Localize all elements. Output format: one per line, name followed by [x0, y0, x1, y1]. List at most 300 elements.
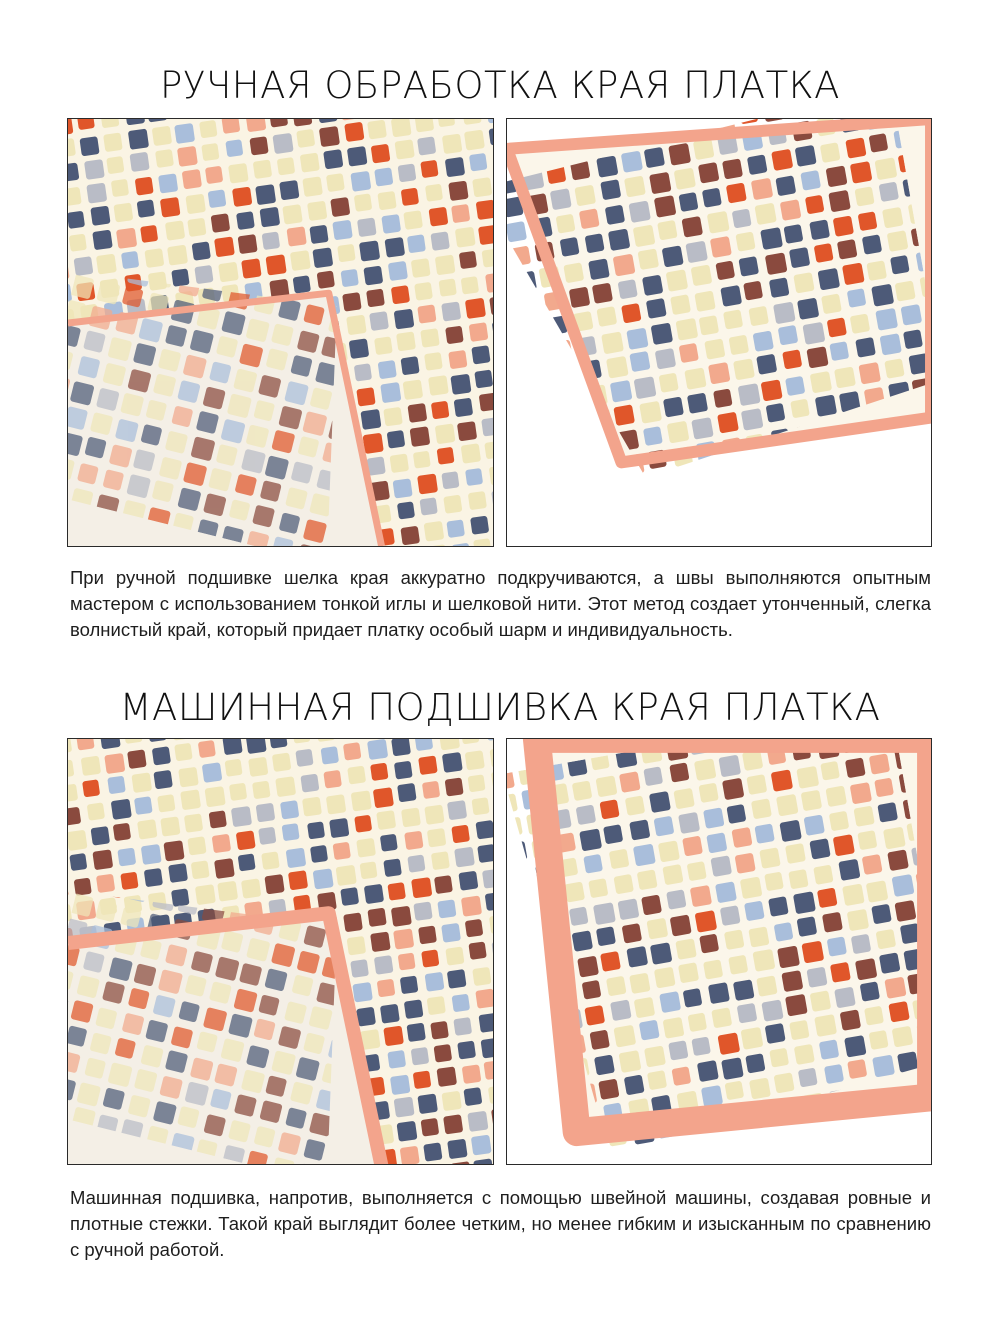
mosaic-tile [699, 934, 719, 954]
mosaic-tile [380, 382, 401, 403]
mosaic-tile [214, 236, 235, 257]
mosaic-tile [697, 1060, 719, 1082]
mosaic-tile [336, 865, 357, 886]
mosaic-tile [637, 248, 659, 270]
mosaic-tile [321, 746, 340, 765]
mosaic-tile [421, 949, 439, 967]
mosaic-tile [678, 192, 698, 212]
mosaic-tile [69, 234, 87, 252]
mosaic-tile [461, 443, 481, 463]
mosaic-tile [423, 1142, 442, 1161]
mosaic-tile [600, 179, 621, 200]
mosaic-tile [113, 823, 131, 841]
mosaic-tile [726, 182, 747, 203]
mosaic-tile [718, 755, 741, 778]
mosaic-tile [810, 371, 832, 393]
mosaic-tile [726, 804, 746, 824]
mosaic-tile [421, 1118, 440, 1137]
mosaic-tile [68, 830, 88, 851]
mosaic-tile [802, 322, 825, 345]
mosaic-tile [748, 926, 769, 947]
mosaic-tile [383, 858, 402, 877]
mosaic-tile [302, 797, 322, 817]
mosaic-tile [890, 255, 910, 275]
mosaic-tile [862, 854, 883, 875]
mosaic-tile [317, 270, 335, 288]
mosaic-tile [782, 349, 802, 369]
mosaic-tile [649, 172, 672, 195]
mosaic-tile [360, 861, 378, 879]
mosaic-tile [211, 213, 231, 233]
mosaic-tile [662, 864, 683, 885]
mosaic-tile [280, 800, 299, 819]
mosaic-tile [637, 869, 658, 890]
mosaic-tile [438, 278, 456, 296]
mosaic-tile [708, 982, 730, 1004]
mosaic-tile [842, 883, 865, 906]
mosaic-tile [756, 354, 777, 375]
mosaic-tile [869, 1030, 889, 1050]
mosaic-tile [319, 126, 340, 147]
mosaic-tile [668, 1040, 688, 1060]
mosaic-tile [302, 176, 323, 197]
mosaic-tile [765, 252, 788, 275]
mosaic-tile [735, 231, 755, 251]
mosaic-tile [550, 188, 572, 210]
mosaic-tile [201, 143, 219, 161]
mosaic-tile [117, 848, 136, 867]
mosaic-tile [851, 934, 872, 955]
mosaic-tile [472, 177, 492, 197]
mosaic-tile [356, 387, 375, 406]
mosaic-tile [160, 816, 180, 836]
mosaic-tile [403, 210, 423, 230]
mosaic-tile [703, 807, 724, 829]
mosaic-tile [113, 203, 133, 223]
mosaic-tile [731, 827, 752, 848]
mosaic-tile [198, 740, 216, 758]
photo-hand-hem-corner [506, 118, 932, 547]
mosaic-tile [443, 1114, 463, 1134]
mosaic-tile [814, 243, 834, 263]
mosaic-tile [167, 245, 188, 266]
mosaic-tile [128, 129, 149, 150]
mosaic-tile [152, 126, 172, 146]
mosaic-tile [589, 1030, 610, 1051]
mosaic-tile [619, 771, 641, 793]
mosaic-tile [668, 143, 691, 166]
mosaic-tile [748, 306, 769, 327]
mosaic-tile [391, 119, 412, 137]
mosaic-tile [903, 329, 923, 349]
mosaic-tile [737, 1003, 758, 1024]
mosaic-tile [598, 1079, 619, 1100]
mosaic-tile [205, 166, 223, 184]
mosaic-tile [168, 863, 188, 883]
mosaic-tile [751, 178, 773, 200]
mosaic-tile [262, 231, 281, 250]
mosaic-tile [761, 999, 783, 1021]
mosaic-tile [844, 1035, 867, 1058]
mosaic-tile [394, 309, 415, 330]
mosaic-tile [74, 878, 92, 896]
mosaic-tile [450, 374, 471, 395]
mosaic-tile [393, 478, 413, 498]
mosaic-tile [383, 1026, 404, 1047]
mosaic-tile [82, 779, 100, 797]
mosaic-tile [420, 328, 440, 348]
mosaic-tile [163, 840, 184, 861]
machine-hem-description: Машинная подшивка, напротив, выполняется с помощью швейной машины, создавая ровные и плотные стежки. Такой край выглядит более четким, но менее гибким и изысканным по сравнению с ручной работой. [70, 1187, 931, 1260]
section-title-hand-hem: РУЧНАЯ ОБРАБОТКА КРАЯ ПЛАТКА [160, 64, 840, 107]
mosaic-tile [68, 187, 82, 206]
mosaic-tile [275, 776, 296, 797]
mosaic-tile [479, 393, 493, 412]
mosaic-tile [359, 240, 380, 261]
mosaic-tile [617, 898, 639, 920]
mosaic-tile [404, 831, 423, 850]
mosaic-tile [853, 806, 874, 827]
mosaic-tile [662, 245, 684, 267]
mosaic-tile [574, 185, 596, 207]
mosaic-tile [783, 224, 803, 244]
mosaic-tile [367, 908, 386, 927]
mosaic-tile [272, 133, 293, 154]
mosaic-tile [374, 336, 393, 355]
mosaic-tile [185, 194, 206, 215]
mosaic-tile [79, 136, 99, 156]
mosaic-tile [693, 138, 715, 160]
mosaic-tile [671, 1066, 691, 1086]
mosaic-tile [370, 932, 391, 953]
mosaic-tile [892, 1026, 914, 1048]
mosaic-tile [667, 421, 690, 444]
mosaic-tile [389, 453, 409, 473]
mosaic-tile [743, 281, 763, 301]
mosaic-tile [800, 170, 821, 191]
mosaic-tile [879, 952, 901, 974]
mosaic-tile [380, 834, 398, 852]
mosaic-tile [360, 409, 381, 430]
mosaic-tile [407, 234, 426, 253]
mosaic-tile [356, 838, 376, 858]
mosaic-tile [806, 346, 828, 368]
mosaic-tile [629, 351, 650, 372]
mosaic-tile [720, 285, 742, 307]
mosaic-tile [209, 810, 227, 828]
mosaic-tile [603, 824, 623, 844]
mosaic-tile [713, 389, 733, 409]
mosaic-tile [579, 828, 602, 851]
mosaic-tile [171, 268, 189, 286]
mosaic-tile [655, 348, 677, 370]
mosaic-tile [785, 994, 808, 1017]
mosaic-tile [92, 230, 113, 251]
mosaic-tile [644, 147, 665, 168]
mosaic-tile [437, 447, 455, 465]
mosaic-tile [261, 851, 280, 870]
mosaic-tile [862, 234, 882, 254]
mosaic-tile [651, 323, 674, 346]
mosaic-tile [241, 878, 261, 898]
mosaic-tile [403, 379, 424, 400]
mosaic-tile [765, 1023, 786, 1044]
mosaic-tile [780, 199, 802, 221]
mosaic-tile [646, 298, 667, 319]
mosaic-tile [740, 877, 763, 900]
mosaic-tile [258, 827, 276, 845]
mosaic-tile [174, 123, 195, 144]
mosaic-tile [621, 151, 643, 173]
mosaic-tile [827, 936, 847, 956]
mosaic-tile [92, 849, 113, 870]
mosaic-tile [577, 956, 599, 978]
mosaic-tile [180, 789, 201, 810]
mosaic-tile [654, 967, 676, 989]
mosaic-tile [447, 969, 467, 989]
mosaic-tile [858, 211, 878, 231]
mosaic-tile [724, 1081, 744, 1101]
mosaic-tile [723, 309, 743, 329]
mosaic-tile [793, 272, 814, 293]
mosaic-tile [411, 258, 431, 278]
mosaic-tile [212, 834, 232, 854]
mosaic-tile [434, 875, 453, 894]
mosaic-tile [708, 362, 730, 384]
mosaic-tile [820, 142, 841, 163]
mosaic-tile [107, 776, 126, 795]
mosaic-tile [397, 501, 415, 519]
mosaic-tile [798, 1068, 818, 1088]
mosaic-tile [595, 775, 617, 797]
mosaic-tile [877, 802, 898, 823]
mosaic-tile [337, 244, 356, 263]
mosaic-tile [619, 1050, 642, 1073]
mosaic-tile [394, 139, 414, 159]
mosaic-tile [413, 451, 431, 469]
mosaic-tile [830, 962, 851, 983]
mosaic-tile [367, 739, 388, 760]
mosaic-tile [715, 261, 735, 281]
mosaic-tile [629, 819, 650, 840]
mosaic-tile [781, 970, 803, 992]
mosaic-tile [815, 395, 837, 417]
mosaic-tile [866, 260, 887, 281]
mosaic-tile [900, 304, 922, 326]
mosaic-tile [387, 882, 406, 901]
mosaic-tile [446, 519, 465, 538]
mosaic-tile [191, 860, 210, 879]
mosaic-tile [69, 853, 87, 871]
mosaic-tile [131, 772, 152, 793]
mosaic-tile [120, 872, 138, 890]
mosaic-tile [608, 229, 631, 252]
mosaic-tile [754, 823, 774, 843]
mosaic-tile [769, 277, 790, 298]
mosaic-tile [817, 888, 838, 909]
mosaic-tile [829, 341, 849, 361]
mosaic-tile [137, 819, 158, 840]
mosaic-tile [768, 896, 789, 917]
mosaic-tile [738, 256, 759, 277]
mosaic-tile [422, 781, 440, 799]
mosaic-tile [356, 1007, 376, 1027]
mosaic-tile [751, 798, 772, 819]
mosaic-tile [777, 946, 800, 969]
mosaic-tile [864, 1006, 884, 1026]
mosaic-tile [406, 1023, 425, 1042]
mosaic-tile [675, 938, 697, 960]
mosaic-tile [458, 871, 478, 891]
mosaic-tile [469, 322, 489, 342]
mosaic-tile [594, 1055, 615, 1076]
mosaic-tile [400, 1146, 420, 1164]
mosaic-tile [766, 403, 786, 423]
mosaic-tile [649, 791, 671, 813]
mosaic-tile [377, 979, 396, 998]
mosaic-tile [420, 160, 438, 178]
mosaic-tile [892, 874, 915, 897]
mosaic-tile [418, 926, 437, 945]
mosaic-tile [404, 999, 424, 1019]
mosaic-tile [413, 901, 432, 920]
mosaic-tile [111, 179, 129, 197]
mosaic-tile [448, 181, 468, 201]
mosaic-tile [596, 306, 617, 327]
mosaic-tile [695, 910, 718, 933]
mosaic-tile [135, 177, 154, 196]
mosaic-tile [366, 289, 385, 308]
mosaic-tile [307, 201, 327, 221]
mosaic-tile [639, 401, 662, 424]
mosaic-tile [428, 375, 449, 396]
mosaic-tile [400, 976, 419, 995]
mosaic-tile [461, 276, 479, 294]
mosaic-tile [771, 769, 793, 791]
mosaic-tile [471, 797, 489, 815]
mosaic-tile [387, 430, 406, 449]
mosaic-tile [288, 870, 308, 890]
mosaic-tile [443, 495, 462, 514]
mosaic-tile [728, 335, 749, 356]
mosaic-tile [447, 800, 467, 820]
mosaic-tile [177, 146, 198, 167]
mosaic-tile [357, 217, 377, 237]
mosaic-tile [465, 919, 484, 938]
mosaic-tile [681, 216, 703, 238]
mosaic-tile [717, 412, 739, 434]
mosaic-tile [732, 208, 752, 228]
mosaic-tile [371, 144, 391, 164]
mosaic-tile [858, 362, 881, 385]
mosaic-tile [411, 877, 432, 898]
mosaic-tile [152, 746, 171, 765]
mosaic-tile [192, 241, 211, 260]
mosaic-tile [678, 962, 699, 983]
mosaic-tile [588, 258, 610, 280]
mosaic-tile [400, 356, 419, 375]
mosaic-tile [647, 1070, 667, 1090]
mosaic-tile [178, 767, 199, 788]
mosaic-tile [238, 853, 256, 871]
mosaic-tile [309, 225, 328, 244]
mosaic-tile [593, 902, 616, 925]
mosaic-tile [569, 287, 591, 309]
mosaic-tile [684, 367, 706, 389]
mosaic-tile [724, 929, 745, 950]
mosaic-tile [160, 197, 181, 218]
mosaic-tile [442, 134, 463, 155]
mosaic-tile [691, 265, 713, 287]
mosaic-tile [470, 516, 489, 535]
mosaic-tile [717, 1032, 740, 1055]
mosaic-tile [833, 834, 855, 856]
mosaic-tile [329, 818, 349, 838]
mosaic-tile [445, 947, 464, 966]
mosaic-tile [246, 739, 267, 754]
mosaic-tile [563, 262, 584, 283]
mosaic-tile [86, 183, 107, 204]
mosaic-tile [471, 1135, 492, 1156]
mosaic-tile [838, 859, 860, 881]
mosaic-tile [104, 753, 125, 774]
mosaic-tile [847, 1059, 867, 1079]
mosaic-tile [158, 173, 178, 193]
mosaic-tile [187, 218, 206, 237]
mosaic-tile [600, 951, 621, 972]
mosaic-tile [556, 214, 576, 234]
mosaic-tile [171, 888, 190, 907]
mosaic-tile [796, 766, 819, 789]
mosaic-tile [68, 211, 85, 229]
mosaic-tile [390, 1075, 411, 1096]
mosaic-tile [601, 331, 624, 354]
mosaic-tile [707, 211, 730, 234]
mosaic-tile [326, 173, 345, 192]
mosaic-tile [381, 214, 401, 234]
mosaic-tile [657, 220, 678, 241]
mosaic-tile [236, 211, 255, 230]
mosaic-tile [340, 269, 358, 287]
photo-machine-hem-folded-corner [67, 738, 494, 1165]
mosaic-tile [659, 373, 679, 393]
mosaic-tile [789, 1020, 810, 1041]
mosaic-tile [583, 854, 603, 874]
mosaic-tile [874, 157, 897, 180]
mosaic-tile [845, 757, 866, 778]
mosaic-tile [569, 906, 589, 926]
mosaic-tile [875, 308, 898, 331]
mosaic-tile [687, 861, 707, 881]
mosaic-tile [624, 1074, 645, 1095]
mosaic-tile [441, 301, 461, 321]
mosaic-tile [694, 758, 717, 781]
mosaic-tile [68, 807, 81, 826]
mosaic-tile [801, 790, 823, 812]
mosaic-tile [624, 176, 646, 198]
mosaic-tile [747, 154, 768, 175]
mosaic-tile [749, 1077, 771, 1099]
mosaic-tile [572, 780, 593, 801]
mosaic-tile [605, 205, 625, 225]
mosaic-tile [626, 946, 648, 968]
mosaic-tile [462, 1064, 482, 1084]
mosaic-tile [398, 953, 416, 971]
mosaic-tile [350, 959, 369, 978]
mosaic-tile [775, 175, 796, 196]
mosaic-tile [720, 905, 741, 926]
mosaic-tile [384, 237, 405, 258]
